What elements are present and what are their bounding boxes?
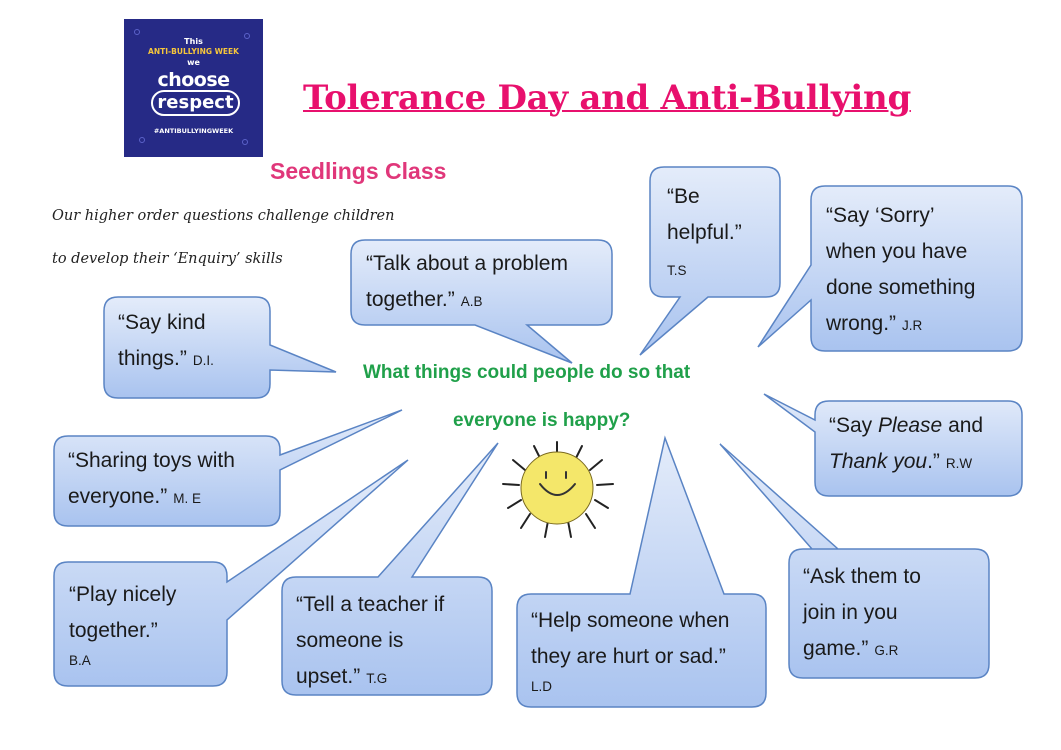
logo-line-week: ANTI-BULLYING WEEK bbox=[148, 47, 239, 56]
quote-help-line-2: they are hurt or sad.” bbox=[531, 645, 726, 668]
quote-problem-line-2: together.” bbox=[366, 288, 455, 311]
quote-ask-line-2: join in you bbox=[803, 601, 898, 624]
quote-teacher-line-3: upset.” bbox=[296, 665, 361, 688]
central-question-line-1: What things could people do so that bbox=[363, 362, 691, 383]
quote-sorry-line-1: “Say ‘Sorry’ bbox=[826, 204, 935, 227]
quote-help-initials: L.D bbox=[531, 679, 553, 694]
quote-ask-line-3: game.” bbox=[803, 637, 869, 660]
quote-please-initials: R.W bbox=[945, 456, 973, 471]
quote-helpful-line-2: helpful.” bbox=[667, 221, 742, 244]
quote-sharing-line-1: “Sharing toys with bbox=[68, 449, 235, 472]
logo-hashtag: #ANTIBULLYINGWEEK bbox=[153, 127, 234, 135]
quote-teacher-initials: T.G bbox=[366, 671, 388, 686]
quote-ask-line-1: “Ask them to bbox=[803, 565, 921, 588]
intro-line-1: Our higher order questions challenge children bbox=[52, 208, 395, 224]
quote-helpful-line-1: “Be bbox=[667, 185, 700, 208]
quote-kind-initials: D.I. bbox=[192, 353, 214, 368]
quote-teacher-line-1: “Tell a teacher if bbox=[296, 593, 445, 616]
quote-problem-initials: A.B bbox=[460, 294, 483, 309]
quote-play-line-2: together.” bbox=[69, 619, 158, 642]
quote-sorry-initials: J.R bbox=[902, 318, 923, 333]
quote-sorry bbox=[826, 198, 975, 344]
quote-please-text-a: “Say bbox=[829, 414, 879, 437]
quote-problem bbox=[366, 246, 568, 320]
quote-please-word-please: Please bbox=[878, 414, 943, 437]
quote-teacher bbox=[296, 587, 444, 697]
quote-please-text-and: and bbox=[942, 414, 984, 437]
quote-kind bbox=[118, 305, 214, 379]
quote-sorry-line-4: wrong.” bbox=[826, 312, 897, 335]
quote-help bbox=[531, 603, 729, 699]
class-name: Seedlings Class bbox=[270, 158, 447, 184]
quote-helpful-initials: T.S bbox=[667, 263, 687, 278]
quote-helpful bbox=[667, 179, 742, 283]
quote-play-line-1: “Play nicely bbox=[69, 583, 177, 606]
logo-line-we: we bbox=[187, 58, 200, 67]
page-title: Tolerance Day and Anti-Bullying bbox=[303, 78, 911, 118]
logo-line-choose: choose bbox=[157, 69, 230, 91]
quote-ask-initials: G.R bbox=[874, 643, 899, 658]
quote-play bbox=[69, 577, 176, 673]
logo-line-this: This bbox=[184, 37, 203, 46]
intro-line-2: to develop their ‘Enquiry’ skills bbox=[52, 251, 283, 267]
quote-kind-line-2: things.” bbox=[118, 347, 187, 370]
quote-sharing bbox=[68, 443, 235, 517]
quote-ask bbox=[803, 559, 921, 669]
quote-teacher-line-2: someone is bbox=[296, 629, 404, 652]
quote-sharing-initials: M. E bbox=[173, 491, 201, 506]
quote-problem-line-1: “Talk about a problem bbox=[366, 252, 568, 275]
quote-sorry-line-3: done something bbox=[826, 276, 976, 299]
quote-kind-line-1: “Say kind bbox=[118, 311, 206, 334]
quote-please bbox=[829, 408, 983, 482]
quote-please-word-thank-you: Thank you bbox=[829, 450, 928, 473]
smiling-sun-icon bbox=[503, 442, 613, 537]
central-question-line-2: everyone is happy? bbox=[453, 410, 631, 431]
logo-line-respect: respect bbox=[151, 90, 240, 116]
quote-sorry-line-2: when you have bbox=[826, 240, 968, 263]
quote-sharing-line-2: everyone.” bbox=[68, 485, 168, 508]
quote-play-initials: B.A bbox=[69, 653, 91, 668]
quote-please-text-end: .” bbox=[927, 450, 940, 473]
quote-help-line-1: “Help someone when bbox=[531, 609, 730, 632]
